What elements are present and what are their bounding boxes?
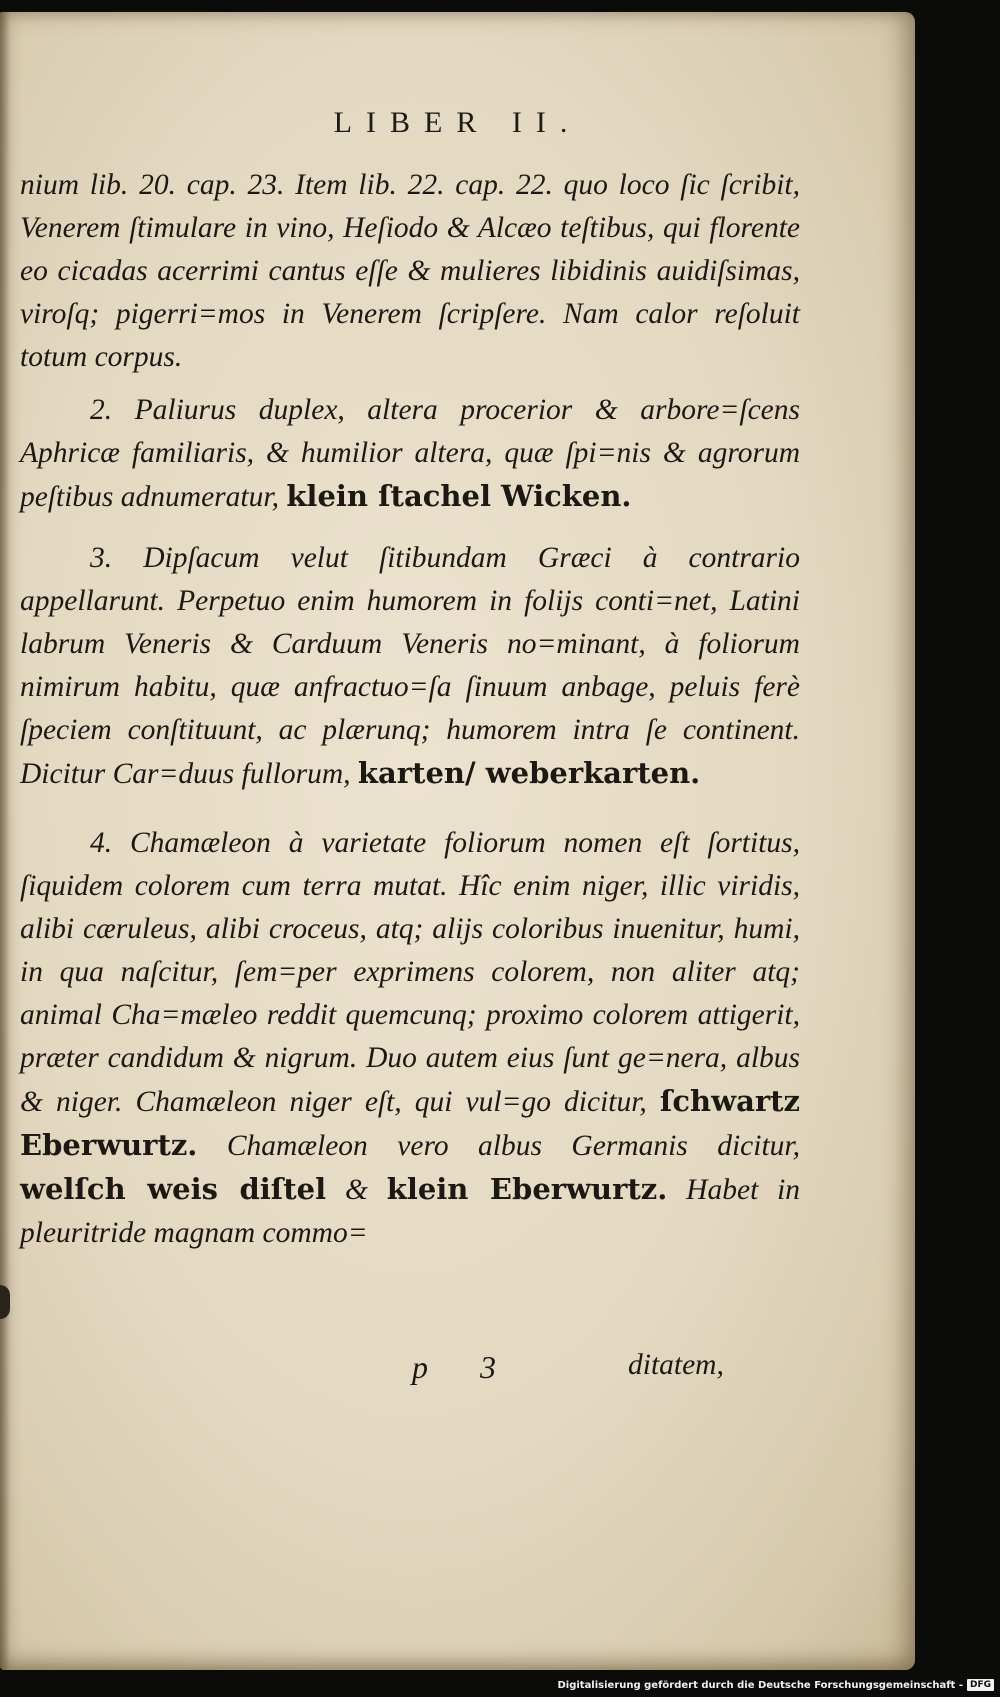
paragraph-paliurus — [20, 389, 800, 519]
body-text — [20, 164, 800, 1255]
running-head: LIBER II. — [333, 106, 582, 139]
paragraph-text: Chamæleon vero albus Germanis dicitur, — [226, 1130, 800, 1162]
paragraph-dipsacum — [20, 537, 800, 796]
paragraph-text: 3. Dipſacum velut ſitibundam Græci à contrario appellarunt. Perpetuo enim humorem in folijs conti=net, Latini labrum Veneris & Carduum Veneris no=minant, à foliorum nimirum habitu, quæ anfractuo=ſa ſinuum anbage, peluis ferè ſpeciem conſtituunt, ac plærunq; humorem intra ſe continent. Dicitur Car=duus fullorum, — [20, 542, 800, 790]
german-name: klein Eberwurtz. — [386, 1172, 668, 1206]
paragraph-chamaeleon — [20, 822, 800, 1255]
dfg-logo-icon: DFG — [967, 1679, 994, 1691]
paragraph-text: 2. Paliurus duplex, altera procerior & arbore=ſcens Aphricæ familiaris, & humilior altera, quæ ſpi=nis & agrorum peſtibus adnumeratur, — [20, 394, 800, 513]
paragraph-continuation — [20, 164, 800, 379]
german-name: klein ſtachel Wicken. — [286, 479, 632, 513]
page-footer — [0, 1349, 915, 1389]
catchword: ditatem, — [628, 1349, 724, 1381]
german-name: ſchwartz Eberwurtz. — [20, 1084, 801, 1162]
german-name: welſch weis diſtel — [20, 1172, 327, 1206]
paragraph-text: nium lib. 20. cap. 23. Item lib. 22. cap. 22. quo loco ſic ſcribit, Venerem ſtimulare in vino, Heſiodo & Alcæo teſtibus, qui florente eo cicadas acerrimi cantus eſſe & mulieres libidinis auidiſsimas, viroſq; pigerri=mos in Venerem ſcripſere. Nam calor reſoluit totum corpus. — [20, 169, 800, 373]
ampersand: & — [344, 1174, 368, 1206]
digitization-credit — [557, 1679, 994, 1691]
credit-text: Digitalisierung gefördert durch die Deutsche Forschungsgemeinschaft - — [557, 1679, 963, 1691]
book-page — [0, 12, 915, 1670]
paragraph-text: Habet in pleuritride magnam commo= — [20, 1174, 801, 1249]
signature-mark: p 3 — [412, 1349, 518, 1385]
binding-hole — [0, 1285, 10, 1319]
paragraph-text: 4. Chamæleon à varietate foliorum nomen eſt ſortitus, ſiquidem colorem cum terra mutat. Hîc enim niger, illic viridis, alibi cæruleus, alibi croceus, atq; alijs coloribus inuenitur, humi, in qua naſcitur, ſem=per exprimens colorem, non aliter atq; animal Cha=mæleo reddit quemcunq; proximo colorem attigerit, præter candidum & nigrum. Duo autem eius ſunt ge=nera, albus & niger. Chamæleon niger eſt, qui vul=go dicitur, — [20, 827, 800, 1118]
german-name: karten/ weberkarten. — [357, 756, 701, 790]
